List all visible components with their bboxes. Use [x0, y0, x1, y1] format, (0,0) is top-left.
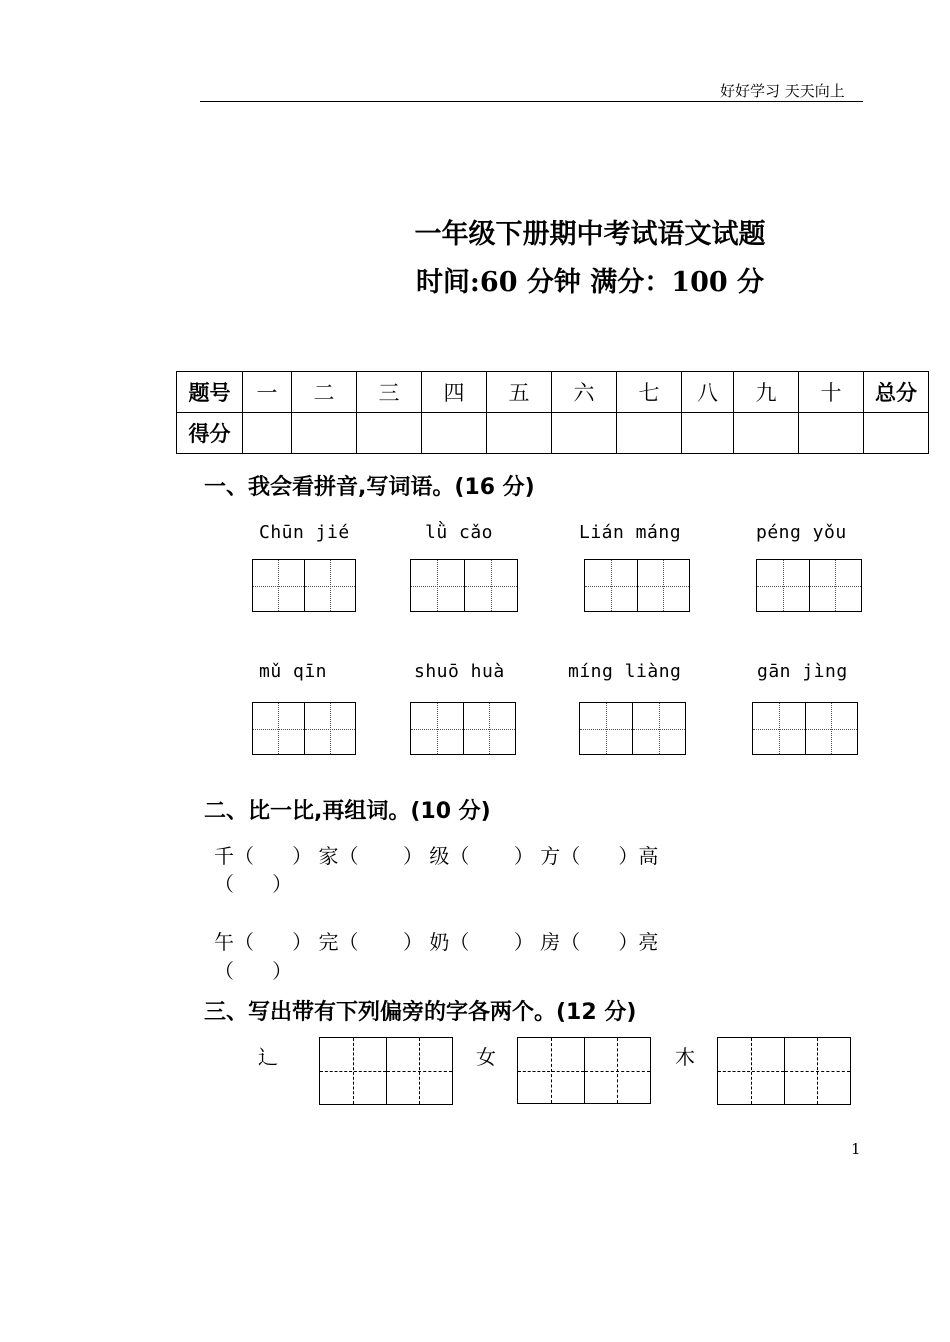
score-cell-header: 二	[292, 372, 357, 413]
score-cell-header: 五	[487, 372, 552, 413]
tianzi-grid[interactable]	[410, 702, 516, 755]
exam-subtitle: 时间:60 分钟 满分：100 分	[415, 267, 765, 298]
radical-label: 辶	[258, 1045, 278, 1069]
radical-label: 木	[675, 1045, 695, 1069]
header-rule	[200, 101, 863, 102]
radical-label: 女	[476, 1045, 496, 1069]
score-cell-header: 四	[422, 372, 487, 413]
score-cell-blank[interactable]	[357, 413, 422, 454]
tianzi-grid[interactable]	[717, 1037, 851, 1105]
score-table-header-row	[177, 372, 929, 413]
compare-words-row: 千（ ） 家（ ） 级（ ） 方（ ）高	[214, 844, 659, 868]
tianzi-grid[interactable]	[756, 559, 862, 612]
score-table	[176, 371, 929, 454]
pinyin-label: gān jìng	[757, 661, 848, 682]
pinyin-label: Lián máng	[579, 522, 682, 543]
score-cell-label: 题号	[177, 372, 243, 413]
score-cell-header: 八	[682, 372, 734, 413]
score-cell-blank[interactable]	[799, 413, 864, 454]
page-number: 1	[851, 1140, 861, 1158]
pinyin-label: lǜ cǎo	[425, 522, 494, 543]
tianzi-grid[interactable]	[410, 559, 518, 612]
score-cell-blank[interactable]	[552, 413, 617, 454]
tianzi-grid[interactable]	[579, 702, 686, 755]
tianzi-grid[interactable]	[752, 702, 858, 755]
tianzi-grid[interactable]	[319, 1037, 453, 1105]
pinyin-label: péng yǒu	[756, 522, 847, 543]
tianzi-grid[interactable]	[252, 702, 356, 755]
score-cell-blank[interactable]	[734, 413, 799, 454]
tianzi-grid[interactable]	[584, 559, 690, 612]
section3-title: 三、写出带有下列偏旁的字各两个。(12 分)	[204, 1000, 637, 1025]
score-cell-header: 九	[734, 372, 799, 413]
score-cell-blank[interactable]	[243, 413, 292, 454]
score-cell-total: 总分	[864, 372, 929, 413]
section1-title: 一、我会看拼音,写词语。(16 分)	[204, 475, 535, 500]
header-motto: 好好学习 天天向上	[720, 82, 845, 100]
score-cell-header: 一	[243, 372, 292, 413]
score-table-score-row	[177, 413, 929, 454]
score-cell-blank[interactable]	[617, 413, 682, 454]
compare-words-row: 午（ ） 完（ ） 奶（ ） 房（ ）亮	[214, 930, 659, 954]
compare-words-wrap: （ ）	[214, 959, 293, 983]
pinyin-label: Chūn jié	[259, 522, 350, 543]
score-cell-header: 七	[617, 372, 682, 413]
score-cell-blank[interactable]	[422, 413, 487, 454]
pinyin-label: shuō huà	[414, 661, 505, 682]
score-cell-label: 得分	[177, 413, 243, 454]
tianzi-grid[interactable]	[517, 1037, 651, 1104]
score-cell-blank[interactable]	[682, 413, 734, 454]
section2-title: 二、比一比,再组词。(10 分)	[204, 799, 491, 824]
score-cell-header: 三	[357, 372, 422, 413]
score-cell-header: 六	[552, 372, 617, 413]
pinyin-label: mǔ qīn	[259, 661, 328, 682]
score-cell-blank[interactable]	[864, 413, 929, 454]
pinyin-label: míng liàng	[568, 661, 682, 682]
compare-words-wrap: （ ）	[214, 872, 293, 896]
exam-title: 一年级下册期中考试语文试题	[414, 219, 766, 250]
score-cell-blank[interactable]	[487, 413, 552, 454]
tianzi-grid[interactable]	[252, 559, 356, 612]
score-cell-blank[interactable]	[292, 413, 357, 454]
score-cell-header: 十	[799, 372, 864, 413]
